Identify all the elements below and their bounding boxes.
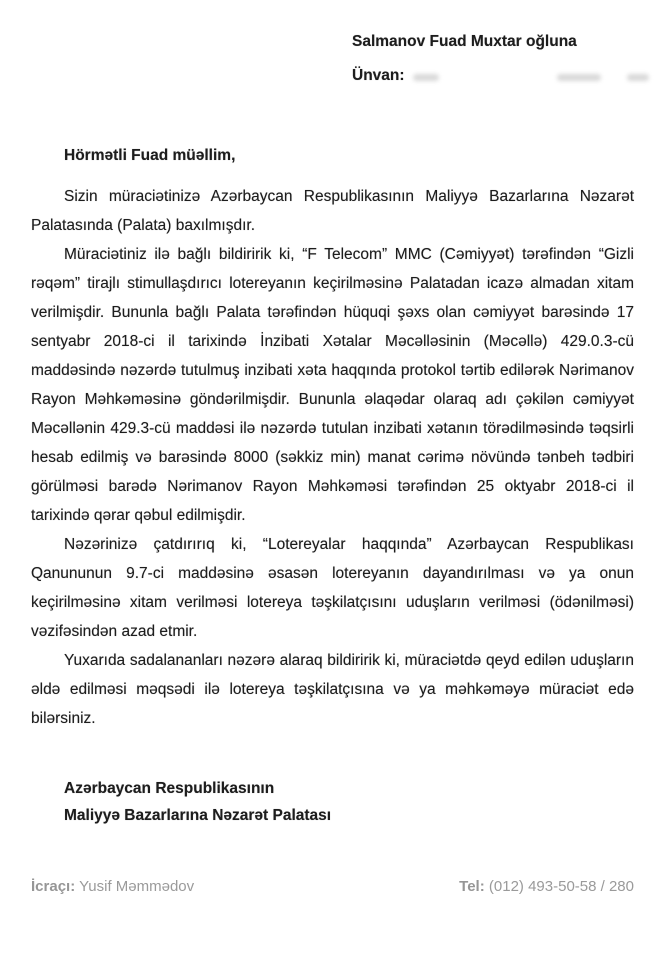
signature-org-line2: Maliyyə Bazarlarına Nəzarət Palatası: [64, 807, 332, 824]
letter-footer: [31, 878, 634, 895]
redacted-address-smudge: [413, 74, 439, 81]
footer-executor-name: Yusif Məmmədov: [79, 878, 195, 895]
body-paragraph-2: Müraciətiniz ilə bağlı bildiririk ki, “F Telecom” MMC (Cəmiyyət) tərəfindən “Gizli rəqəm” tirajlı stimullaşdırıcı lotereyanın keçirilməsinə Palatadan icazə almadan xitam verilmişdir. Bununla bağlı Palata tərəfindən hüquqi şəxs olan cəmiyyət barəsində 17 sentyabr 2018-ci il tarixində İnzibati Xətalar Məcəlləsinin (Məcəllə) 429.0.3-cü maddəsində nəzərdə tutulmuş inzibati xəta haqqında protokol tərtib edilərək Nərimanov Rayon Məhkəməsinə göndərilmişdir. Bununla əlaqədar olaraq adı çəkilən cəmiyyət Məcəllənin 429.3-cü maddəsi ilə nəzərdə tutulan inzibati xətanın törədilməsində təqsirli hesab edilmiş və barəsində 8000 (səkkiz min) manat cərimə növündə tənbeh tədbiri görülməsi barədə Nərimanov Rayon Məhkəməsi tərəfindən 25 oktyabr 2018-ci il tarixində qərar qəbul edilmişdir.: [31, 246, 634, 524]
address-label: Ünvan:: [352, 67, 405, 84]
footer-telephone: [459, 878, 634, 895]
footer-executor-label: İcraçı:: [31, 878, 76, 895]
body-paragraph-1: Sizin müraciətinizə Azərbaycan Respublikasının Maliyyə Bazarlarına Nəzarət Palatasında (Palata) baxılmışdır.: [31, 188, 634, 234]
recipient-name: Salmanov Fuad Muxtar oğluna: [352, 33, 577, 50]
recipient-block: [352, 32, 665, 86]
footer-tel-value: (012) 493-50-58 / 280: [488, 878, 634, 895]
body-paragraph-4: Yuxarıda sadalananları nəzərə alaraq bildiririk ki, müraciətdə qeyd edilən uduşların əldə edilməsi məqsədi ilə lotereya təşkilatçısına və ya məhkəməyə müraciət edə bilərsiniz.: [31, 652, 634, 727]
footer-executor: [31, 878, 194, 895]
redacted-address-smudge: [557, 74, 601, 81]
recipient-address-row: [352, 66, 665, 86]
signature-org-line1: Azərbaycan Respublikasının: [64, 780, 275, 797]
body-paragraph-3: Nəzərinizə çatdırırıq ki, “Lotereyalar haqqında” Azərbaycan Respublikası Qanununun 9.7-ci maddəsinə əsasən lotereyanın dayandırılması və ya onun keçirilməsinə xitam verilməsi lotereya təşkilatçısını uduşların verilməsi (ödənilməsi) vəzifəsindən azad etmir.: [31, 536, 634, 640]
letter-body: [31, 182, 634, 733]
signature-block: [64, 775, 331, 829]
footer-tel-label: Tel:: [459, 878, 485, 895]
greeting: Hörmətli Fuad müəllim,: [64, 147, 236, 164]
redacted-address-smudge: [627, 74, 649, 81]
